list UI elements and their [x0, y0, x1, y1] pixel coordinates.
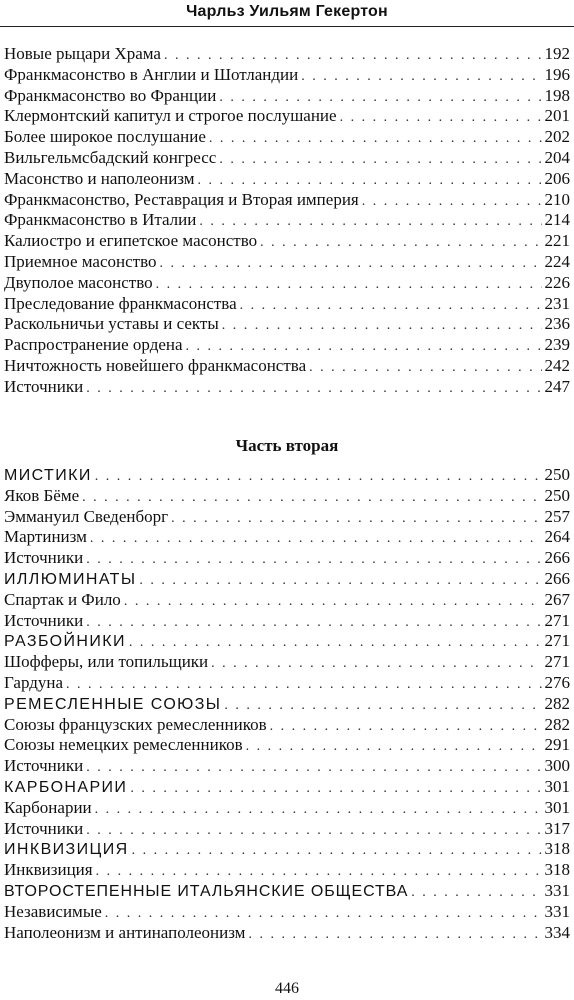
- dot-leader: [340, 108, 542, 129]
- dot-leader: [270, 717, 542, 738]
- dot-leader: [171, 509, 541, 530]
- toc-entry-title: Источники: [4, 376, 84, 396]
- dot-leader: [156, 275, 542, 296]
- toc-entry-page: 301: [544, 776, 570, 796]
- toc-entry: [4, 231, 570, 252]
- toc-entry-page: 266: [544, 548, 570, 568]
- toc-entry-page: 236: [544, 314, 570, 334]
- dot-leader: [219, 150, 541, 171]
- toc-entry: [4, 127, 570, 148]
- toc-entry-title: Инквизиция: [4, 860, 93, 880]
- toc-entry: [4, 860, 570, 881]
- toc-entry-page: 267: [544, 589, 570, 609]
- toc-entry-page: 282: [544, 714, 570, 734]
- toc-entry-title: Вильгельмсбадский конгресс: [4, 147, 217, 167]
- dot-leader: [86, 821, 541, 842]
- toc-entry: [4, 756, 570, 777]
- dot-leader: [90, 529, 542, 550]
- toc-entry-page: 204: [544, 147, 570, 167]
- toc-entry-page: 250: [544, 465, 570, 484]
- toc-entry: [4, 273, 570, 294]
- dot-leader: [96, 862, 542, 883]
- dot-leader: [160, 254, 542, 275]
- toc-entry: [4, 65, 570, 86]
- dot-leader: [95, 800, 542, 821]
- toc-entry-title: Независимые: [4, 901, 102, 921]
- toc-entry-page: 221: [544, 231, 570, 251]
- dot-leader: [362, 192, 542, 213]
- page-number: 446: [275, 980, 299, 997]
- toc-entry-page: 192: [544, 44, 570, 63]
- dot-leader: [82, 488, 541, 509]
- toc-entry-page: 282: [544, 693, 570, 713]
- toc-entry-title: Более широкое послушание: [4, 127, 206, 147]
- dot-leader: [132, 841, 542, 862]
- toc-entry: [4, 44, 570, 65]
- dot-leader: [105, 904, 542, 925]
- toc-entry: [4, 294, 570, 315]
- dot-leader: [86, 758, 541, 779]
- toc-entry: [4, 148, 570, 169]
- toc-entry-title: Распространение ордена: [4, 335, 183, 355]
- dot-leader: [86, 613, 541, 634]
- toc-section-entry: [4, 631, 570, 652]
- toc-entry-page: 317: [544, 818, 570, 838]
- toc-entry-page: 271: [544, 652, 570, 672]
- toc-entry: [4, 527, 570, 548]
- toc-entry-title: ИЛЛЮМИНАТЫ: [4, 570, 137, 588]
- toc-entry-page: 271: [544, 631, 570, 651]
- toc-entry: [4, 210, 570, 231]
- toc-entry: [4, 377, 570, 398]
- toc-entry-page: 301: [544, 797, 570, 817]
- toc-entry-page: 331: [544, 901, 570, 921]
- toc-entry-page: 226: [544, 272, 570, 292]
- toc-section-entry: [4, 881, 570, 902]
- dot-leader: [130, 779, 541, 800]
- dot-leader: [209, 129, 542, 150]
- toc-entry-title: Источники: [4, 548, 84, 568]
- toc-entry-page: 264: [544, 527, 570, 547]
- toc-section-entry: [4, 839, 570, 860]
- toc-entry: [4, 356, 570, 377]
- toc-entry-title: Новые рыцари Храма: [4, 44, 161, 63]
- toc-entry-title: Наполеонизм и антинаполеонизм: [4, 922, 246, 942]
- dot-leader: [199, 212, 541, 233]
- toc-entry-title: Клермонтский капитул и строгое послушание: [4, 106, 337, 126]
- toc-entry-page: 334: [544, 922, 570, 942]
- dot-leader: [301, 67, 541, 88]
- toc-entry-title: Франкмасонство в Италии: [4, 210, 197, 230]
- toc-entry-page: 206: [544, 168, 570, 188]
- toc-entry-title: КАРБОНАРИИ: [4, 778, 128, 796]
- toc-entry-page: 331: [544, 880, 570, 900]
- dot-leader: [129, 633, 542, 654]
- toc-entry-title: Франкмасонство, Реставрация и Вторая империя: [4, 189, 359, 209]
- toc-entry-page: 247: [544, 376, 570, 396]
- dot-leader: [186, 337, 542, 358]
- dot-leader: [198, 171, 542, 192]
- toc-entry-title: ИНКВИЗИЦИЯ: [4, 841, 129, 859]
- toc-entry-title: Масонство и наполеонизм: [4, 168, 195, 188]
- toc-entry-title: Раскольничьи уставы и секты: [4, 314, 219, 334]
- dot-leader: [246, 737, 542, 758]
- toc-entry-title: Франкмасонство во Франции: [4, 85, 217, 105]
- toc-entry: [4, 590, 570, 611]
- dot-leader: [222, 316, 542, 337]
- toc-entry: [4, 335, 570, 356]
- toc-entry-page: 318: [544, 860, 570, 880]
- toc-entry-title: РАЗБОЙНИКИ: [4, 633, 126, 651]
- dot-leader: [139, 571, 541, 592]
- toc-entry-page: 201: [544, 106, 570, 126]
- toc-entry-page: 250: [544, 485, 570, 505]
- toc-entry-page: 257: [544, 506, 570, 526]
- toc-section-entry: [4, 465, 570, 486]
- toc-part-two: [4, 465, 570, 943]
- dot-leader: [309, 358, 541, 379]
- toc-entry-title: Союзы французских ремесленников: [4, 714, 267, 734]
- toc-entry-title: Источники: [4, 756, 84, 776]
- toc-entry: [4, 507, 570, 528]
- toc-entry-page: 239: [544, 335, 570, 355]
- toc-entry: [4, 673, 570, 694]
- toc-entry: [4, 735, 570, 756]
- dot-leader: [95, 467, 542, 488]
- running-header: [0, 0, 574, 27]
- dot-leader: [248, 925, 541, 946]
- dot-leader: [411, 883, 541, 904]
- toc-entry-page: 214: [544, 210, 570, 230]
- toc-entry-title: РЕМЕСЛЕННЫЕ СОЮЗЫ: [4, 695, 222, 713]
- toc-part-one: [4, 44, 570, 398]
- toc-entry-page: 196: [544, 64, 570, 84]
- running-header-title: Чарльз Уильям Гекертон: [186, 3, 388, 20]
- toc-entry-page: 300: [544, 756, 570, 776]
- dot-leader: [211, 654, 541, 675]
- toc-entry-page: 224: [544, 251, 570, 271]
- toc-entry-title: Источники: [4, 818, 84, 838]
- toc-section-entry: [4, 694, 570, 715]
- toc-entry-title: Двуполое масонство: [4, 272, 153, 292]
- toc-entry-page: 266: [544, 568, 570, 588]
- toc-entry-title: Франкмасонство в Англии и Шотландии: [4, 64, 299, 84]
- dot-leader: [240, 296, 542, 317]
- toc-entry-page: 276: [544, 672, 570, 692]
- toc-entry: [4, 819, 570, 840]
- toc-entry-page: 202: [544, 127, 570, 147]
- toc-entry-title: Приемное масонство: [4, 251, 157, 271]
- dot-leader: [219, 88, 541, 109]
- toc-entry-page: 318: [544, 839, 570, 859]
- toc-entry-title: Карбонарии: [4, 797, 92, 817]
- toc-section-entry: [4, 569, 570, 590]
- toc-entry: [4, 252, 570, 273]
- toc-entry: [4, 169, 570, 190]
- dot-leader: [164, 46, 542, 67]
- toc-entry: [4, 190, 570, 211]
- toc-entry-title: Ничтожность новейшего франкмасонства: [4, 355, 307, 375]
- toc-section-entry: [4, 777, 570, 798]
- toc-entry-title: ВТОРОСТЕПЕННЫЕ ИТАЛЬЯНСКИЕ ОБЩЕСТВА: [4, 882, 409, 900]
- toc-entry: [4, 314, 570, 335]
- toc-entry-title: Гардуна: [4, 672, 64, 692]
- toc-entry: [4, 652, 570, 673]
- toc-entry-title: Преследование франкмасонства: [4, 293, 237, 313]
- toc-entry-page: 291: [544, 735, 570, 755]
- toc-entry-page: 271: [544, 610, 570, 630]
- toc-entry-title: МИСТИКИ: [4, 467, 92, 484]
- toc-entry-title: Союзы немецких ремесленников: [4, 735, 243, 755]
- toc-entry: [4, 715, 570, 736]
- toc-entry-title: Мартинизм: [4, 527, 87, 547]
- toc-entry-page: 242: [544, 355, 570, 375]
- toc-entry: [4, 923, 570, 944]
- dot-leader: [86, 379, 541, 400]
- toc-entry-page: 231: [544, 293, 570, 313]
- toc-entry: [4, 86, 570, 107]
- dot-leader: [124, 592, 542, 613]
- dot-leader: [86, 550, 541, 571]
- toc-entry-page: 198: [544, 85, 570, 105]
- part-heading: Часть вторая: [235, 436, 339, 455]
- toc-entry-page: 210: [544, 189, 570, 209]
- toc-entry: [4, 106, 570, 127]
- dot-leader: [66, 675, 541, 696]
- toc-entry: [4, 486, 570, 507]
- toc-entry-title: Спартак и Фило: [4, 589, 121, 609]
- toc-entry: [4, 798, 570, 819]
- toc-entry-title: Источники: [4, 610, 84, 630]
- toc-entry: [4, 902, 570, 923]
- toc-entry-title: Шофферы, или топильщики: [4, 652, 209, 672]
- toc-entry-title: Яков Бёме: [4, 485, 80, 505]
- toc-entry-title: Эммануил Сведенборг: [4, 506, 169, 526]
- toc-entry: [4, 611, 570, 632]
- toc-entry-title: Калиостро и египетское масонство: [4, 231, 258, 251]
- dot-leader: [260, 233, 541, 254]
- dot-leader: [224, 696, 541, 717]
- toc-entry: [4, 548, 570, 569]
